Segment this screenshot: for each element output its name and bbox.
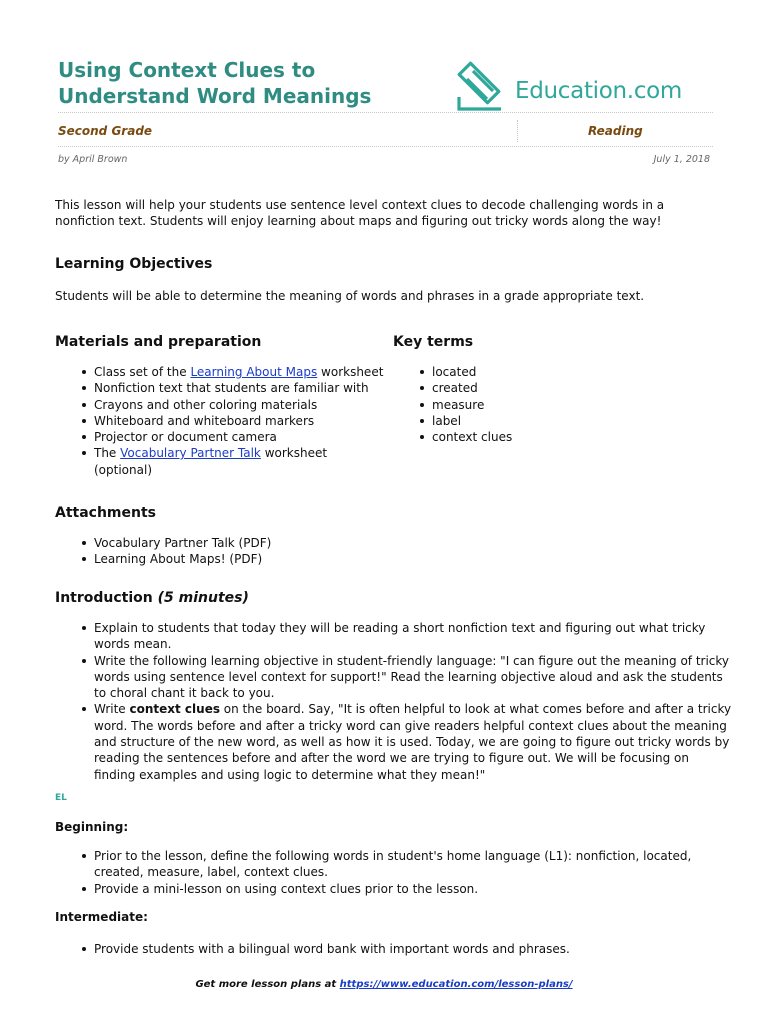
intro-text: Write <box>94 702 130 717</box>
learning-objectives-heading: Learning Objectives <box>55 256 213 272</box>
list-item <box>55 653 735 702</box>
footer <box>0 979 768 990</box>
attachment-item[interactable]: Vocabulary Partner Talk (PDF) <box>55 535 455 551</box>
intermediate-list <box>55 941 735 957</box>
key-term-item: created <box>393 380 693 396</box>
grade-label: Second Grade <box>58 124 153 138</box>
learning-about-maps-link[interactable]: Learning About Maps <box>190 365 318 379</box>
header-divider-bottom <box>58 146 713 147</box>
key-term-item: located <box>393 364 693 380</box>
intro-text: words using sentence level context for support!" Read the learning objective aloud and ask the students <box>94 669 723 684</box>
pencil-logo-icon <box>457 57 517 113</box>
beginning-text: created, measure, label, context clues. <box>94 865 328 880</box>
attachments-heading: Attachments <box>55 505 157 521</box>
context-clues-term: context clues <box>129 702 220 717</box>
attachments-list <box>55 535 455 568</box>
key-term-item: label <box>393 413 693 429</box>
vocabulary-partner-talk-link[interactable]: Vocabulary Partner Talk <box>120 446 261 461</box>
materials-heading: Materials and preparation <box>55 334 262 350</box>
list-item: Crayons and other coloring materials <box>55 397 385 413</box>
intro-text: and structure of the new word, as well as how it is used. Today, we are going to figure out tricky words by <box>94 735 730 750</box>
intermediate-heading: Intermediate: <box>55 910 148 924</box>
list-item: Provide a mini-lesson on using context clues prior to the lesson. <box>55 881 735 897</box>
header-vertical-divider <box>517 120 518 142</box>
list-item: Whiteboard and whiteboard markers <box>55 413 385 429</box>
introduction-list <box>55 620 735 783</box>
material-text: (optional) <box>94 462 152 477</box>
material-text: The <box>94 446 121 461</box>
list-item <box>55 364 385 380</box>
author-byline: by April Brown <box>58 154 128 165</box>
list-item <box>55 701 735 782</box>
attachment-item[interactable]: Learning About Maps! (PDF) <box>55 551 455 567</box>
intro-text: words mean. <box>94 637 172 652</box>
intro-text: Explain to students that today they will be reading a short nonfiction text and figuring out what tricky <box>94 621 706 635</box>
material-text: Class set of the <box>94 365 191 379</box>
list-item: Projector or document camera <box>55 429 385 445</box>
list-item <box>55 445 385 478</box>
key-term-item: measure <box>393 397 693 413</box>
education-logo[interactable] <box>457 57 717 113</box>
list-item <box>55 620 735 653</box>
intro-text: finding examples and using logic to determine what they mean!" <box>94 767 486 782</box>
logo-wordmark: Education.com <box>515 78 683 104</box>
material-text: worksheet <box>260 446 328 461</box>
beginning-list <box>55 848 735 897</box>
beginning-heading: Beginning: <box>55 820 129 834</box>
intro-text: reading the sentences before and after the word we are trying to figure out. We will be focusing on <box>94 751 690 766</box>
beginning-text: Prior to the lesson, define the following words in student's home language (L1): nonfiction, located, <box>94 849 692 863</box>
key-terms-heading: Key terms <box>393 334 474 350</box>
intro-text: Write the following learning objective in student-friendly language: "I can figure out the meaning of tricky <box>94 653 730 668</box>
material-text: worksheet <box>317 365 384 379</box>
materials-list <box>55 364 385 478</box>
lesson-title-line1: Using Context Clues to <box>58 58 316 82</box>
intro-text: to choral chant it back to you. <box>94 686 275 701</box>
header-divider-top <box>58 112 713 113</box>
lesson-title-line2: Understand Word Meanings <box>58 84 372 108</box>
intro-text: on the board. Say, "It is often helpful to look at what comes before and after a tricky <box>219 702 732 717</box>
intro-text: word. The words before and after a tricky word can give readers helpful context clues about the meaning <box>94 718 727 733</box>
learning-objectives-text: Students will be able to determine the meaning of words and phrases in a grade appropriate text. <box>55 289 645 303</box>
introduction-heading-text: Introduction <box>55 590 153 606</box>
list-item: Nonfiction text that students are familiar with <box>55 380 385 396</box>
key-term-item: context clues <box>393 429 693 445</box>
lesson-plans-link[interactable]: https://www.education.com/lesson-plans/ <box>339 979 573 990</box>
footer-text: Get more lesson plans at <box>195 979 340 990</box>
introduction-heading <box>55 590 249 606</box>
lesson-summary: This lesson will help your students use sentence level context clues to decode challenging words in a nonfiction text. Students will enjoy learning about maps and figuring out tricky words along the way! <box>55 198 665 229</box>
list-item: Provide students with a bilingual word bank with important words and phrases. <box>55 941 735 957</box>
introduction-duration: (5 minutes) <box>157 590 249 606</box>
el-label: EL <box>55 793 67 803</box>
key-terms-list <box>393 364 693 445</box>
subject-label: Reading <box>588 124 643 138</box>
lesson-date: July 1, 2018 <box>653 154 710 165</box>
lesson-title <box>58 57 418 109</box>
list-item <box>55 848 735 881</box>
